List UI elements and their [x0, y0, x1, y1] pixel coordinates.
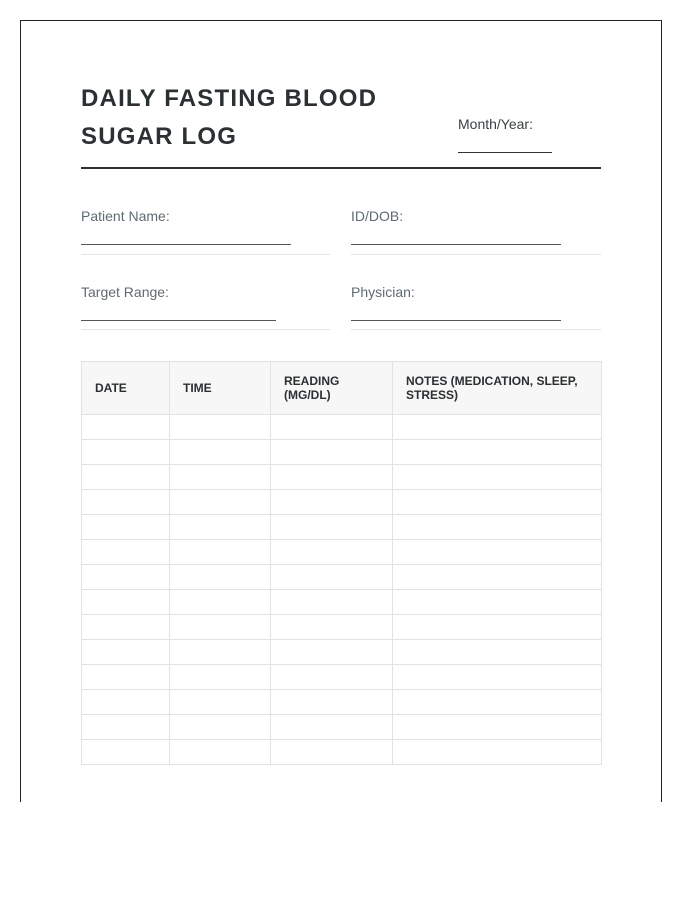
notes-cell[interactable] — [393, 690, 602, 715]
reading-cell[interactable] — [271, 640, 393, 665]
table-row — [82, 465, 602, 490]
title-line-1: DAILY FASTING BLOOD — [81, 85, 378, 112]
reading-cell[interactable] — [271, 715, 393, 740]
notes-cell[interactable] — [393, 515, 602, 540]
table-row — [82, 490, 602, 515]
id-dob-label: ID/DOB: — [351, 208, 404, 224]
notes-cell[interactable] — [393, 715, 602, 740]
patient-name-label: Patient Name: — [81, 208, 170, 224]
time-cell[interactable] — [170, 490, 271, 515]
date-cell[interactable] — [82, 540, 170, 565]
time-cell[interactable] — [170, 540, 271, 565]
table-row — [82, 540, 602, 565]
physician-field[interactable] — [351, 284, 415, 300]
physician-input-line[interactable] — [351, 320, 561, 321]
date-cell[interactable] — [82, 490, 170, 515]
blood-sugar-log-table — [81, 361, 602, 765]
month-year-label: Month/Year: — [458, 116, 533, 132]
id-dob-field[interactable] — [351, 208, 403, 224]
table-row — [82, 590, 602, 615]
date-cell[interactable] — [82, 415, 170, 440]
column-header-reading: READING (MG/DL) — [271, 362, 393, 415]
patient-name-field[interactable] — [81, 208, 170, 224]
reading-cell[interactable] — [271, 590, 393, 615]
time-cell[interactable] — [170, 615, 271, 640]
reading-cell[interactable] — [271, 740, 393, 765]
reading-cell[interactable] — [271, 415, 393, 440]
time-cell[interactable] — [170, 415, 271, 440]
table-row — [82, 415, 602, 440]
time-cell[interactable] — [170, 640, 271, 665]
date-cell[interactable] — [82, 590, 170, 615]
time-cell[interactable] — [170, 665, 271, 690]
notes-cell[interactable] — [393, 615, 602, 640]
date-cell[interactable] — [82, 565, 170, 590]
time-cell[interactable] — [170, 565, 271, 590]
id-dob-input-line[interactable] — [351, 244, 561, 245]
table-row — [82, 640, 602, 665]
table-row — [82, 515, 602, 540]
table-row — [82, 615, 602, 640]
table-row — [82, 715, 602, 740]
time-cell[interactable] — [170, 590, 271, 615]
reading-cell[interactable] — [271, 440, 393, 465]
column-header-notes: NOTES (MEDICATION, SLEEP, STRESS) — [393, 362, 602, 415]
field-separator — [351, 254, 601, 255]
reading-cell[interactable] — [271, 465, 393, 490]
notes-cell[interactable] — [393, 440, 602, 465]
table-row — [82, 440, 602, 465]
notes-cell[interactable] — [393, 540, 602, 565]
date-cell[interactable] — [82, 715, 170, 740]
reading-cell[interactable] — [271, 490, 393, 515]
date-cell[interactable] — [82, 640, 170, 665]
notes-cell[interactable] — [393, 640, 602, 665]
reading-cell[interactable] — [271, 515, 393, 540]
reading-cell[interactable] — [271, 540, 393, 565]
date-cell[interactable] — [82, 740, 170, 765]
time-cell[interactable] — [170, 690, 271, 715]
patient-name-input-line[interactable] — [81, 244, 291, 245]
table-header-row — [82, 362, 602, 415]
date-cell[interactable] — [82, 465, 170, 490]
time-cell[interactable] — [170, 465, 271, 490]
target-range-input-line[interactable] — [81, 320, 276, 321]
field-separator — [351, 329, 601, 330]
target-range-field[interactable] — [81, 284, 169, 300]
field-separator — [81, 254, 330, 255]
notes-cell[interactable] — [393, 465, 602, 490]
target-range-label: Target Range: — [81, 284, 169, 300]
reading-cell[interactable] — [271, 615, 393, 640]
notes-cell[interactable] — [393, 415, 602, 440]
notes-cell[interactable] — [393, 490, 602, 515]
column-header-date: DATE — [82, 362, 170, 415]
time-cell[interactable] — [170, 740, 271, 765]
notes-cell[interactable] — [393, 565, 602, 590]
notes-cell[interactable] — [393, 665, 602, 690]
page-title — [81, 80, 377, 156]
time-cell[interactable] — [170, 440, 271, 465]
date-cell[interactable] — [82, 615, 170, 640]
date-cell[interactable] — [82, 690, 170, 715]
time-cell[interactable] — [170, 715, 271, 740]
table-row — [82, 740, 602, 765]
month-year-field[interactable] — [458, 152, 552, 153]
reading-cell[interactable] — [271, 665, 393, 690]
time-cell[interactable] — [170, 515, 271, 540]
notes-cell[interactable] — [393, 590, 602, 615]
title-line-2: SUGAR LOG — [81, 123, 238, 150]
date-cell[interactable] — [82, 440, 170, 465]
reading-cell[interactable] — [271, 690, 393, 715]
notes-cell[interactable] — [393, 740, 602, 765]
date-cell[interactable] — [82, 515, 170, 540]
table-row — [82, 665, 602, 690]
date-cell[interactable] — [82, 665, 170, 690]
physician-label: Physician: — [351, 284, 415, 300]
reading-cell[interactable] — [271, 565, 393, 590]
column-header-time: TIME — [170, 362, 271, 415]
title-divider — [81, 167, 601, 169]
field-separator — [81, 329, 330, 330]
table-row — [82, 690, 602, 715]
table-row — [82, 565, 602, 590]
